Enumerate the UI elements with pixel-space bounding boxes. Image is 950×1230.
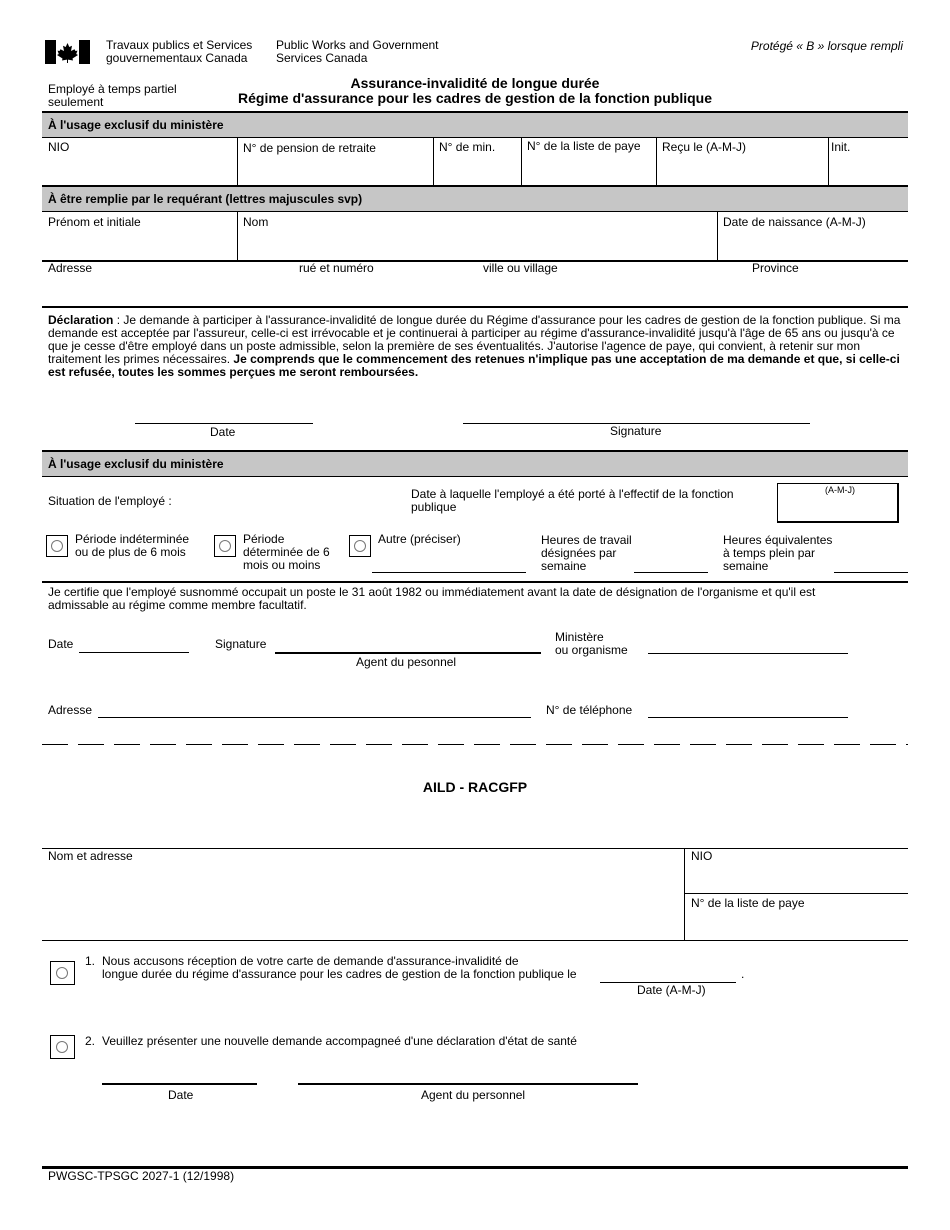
min-number-field[interactable]: N° de min. (439, 140, 496, 154)
receipt-name-address-field[interactable]: Nom et adresse (48, 849, 133, 863)
street-label: rué et numéro (299, 261, 374, 275)
other-specify-line[interactable] (372, 572, 526, 573)
receipt-item2-text: Veuillez présenter une nouvelle demande accompagneé d'une déclaration d'état de santé (102, 1034, 577, 1048)
receipt-nio-field[interactable]: NIO (691, 849, 713, 863)
hours-label: Heures de travail désignées par semaine (541, 533, 632, 573)
employee-situation-label: Situation de l'employé : (48, 494, 172, 508)
radio-indeterminate[interactable] (46, 535, 68, 557)
receipt-checkbox-2[interactable] (50, 1035, 75, 1059)
receipt-item1-period: . (741, 967, 745, 981)
equiv-hours-label: Heures équivalentes à temps plein par semaine (723, 533, 833, 573)
cut-line (42, 744, 908, 745)
hours-line[interactable] (634, 572, 708, 573)
receipt-checkbox-1[interactable] (50, 961, 75, 985)
receipt-code: AILD - RACGFP (422, 779, 528, 795)
dept-name-english: Public Works and Government Services Canada (276, 38, 439, 65)
opt-other-label: Autre (préciser) (378, 532, 461, 546)
protected-label: Protégé « B » lorsque rempli (750, 39, 903, 53)
equiv-hours-line[interactable] (834, 572, 908, 573)
address-field[interactable]: Adresse (48, 261, 93, 275)
receipt-agent-line[interactable] (298, 1083, 638, 1085)
cert-phone-label: N° de téléphone (546, 703, 633, 717)
birth-date-field[interactable]: Date de naissance (A-M-J) (723, 215, 866, 229)
form-title: Assurance-invalidité de longue durée Régime d'assurance pour les cadres de gestion de la fonction publique (238, 75, 712, 106)
cert-address-label: Adresse (48, 703, 93, 717)
city-label: ville ou village (483, 261, 558, 275)
receipt-item1-text: Nous accusons réception de votre carte de demande d'assurance-invalidité de longue durée du régime d'assurance pour les cadres de gestion de la fonction publique le (102, 954, 577, 981)
receipt-date-label: Date (168, 1088, 194, 1102)
declaration-signature-label: Signature (610, 424, 662, 438)
receipt-item1-date-label: Date (A-M-J) (637, 983, 706, 997)
ministry-section-heading: À l'usage exclusif du ministère (42, 111, 908, 138)
cert-phone-line[interactable] (648, 717, 848, 718)
cert-signature-label: Signature (215, 637, 267, 651)
declaration-text: Déclaration : Je demande à participer à l'assurance-invalidité de longue durée du Régime d'assurance pour les cadres de gestion de la fonction publique. Si ma demande est acceptée par l'assureur, celle-ci est irrévocable et je continuerai à participer au régime d'assurance-invalidité jusqu'à l'âge de 65 ans ou jusqu'à ce que je cesse d'être employé dans un poste admissible, selon la première de ses éventualités. J'autorise l'agence de paye, qui convient, à retenir sur mon traitement les primes nécessaires. Je comprends que le commencement des retenues n'implique pas une acceptation de ma demande et que, si celle-ci est refusée, toutes les sommes perçues me seront remboursées. (48, 313, 901, 379)
cert-signature-line[interactable] (275, 652, 541, 654)
cert-address-line[interactable] (98, 717, 531, 718)
receipt-date-line[interactable] (102, 1083, 257, 1085)
receipt-item1-number: 1. (85, 954, 96, 968)
cert-date-line[interactable] (79, 652, 189, 653)
received-date-field[interactable]: Reçu le (A-M-J) (662, 140, 747, 154)
cert-date-label: Date (48, 637, 74, 651)
receipt-agent-label: Agent du personnel (421, 1088, 526, 1102)
opt-indeterminate-label: Période indéterminée ou de plus de 6 mois (75, 532, 190, 559)
nio-field[interactable]: NIO (48, 140, 70, 154)
dept-name-french: Travaux publics et Services gouvernementaux Canada (106, 38, 253, 65)
ministry-section2-heading: À l'usage exclusif du ministère (42, 450, 908, 477)
cert-ministry-label: Ministère ou organisme (555, 630, 628, 657)
certify-text: Je certifie que l'employé susnommé occupait un poste le 31 août 1982 ou immédiatement avant la date de désignation de l'organisme et qu'il est admissable au régime comme membre facultatif. (48, 585, 816, 612)
receipt-item2-number: 2. (85, 1034, 96, 1048)
amj-label: (A-M-J) (825, 485, 855, 495)
effective-date-box[interactable] (777, 483, 899, 523)
pension-number-field[interactable]: N° de pension de retraite (243, 141, 376, 155)
declaration-date-label: Date (210, 425, 236, 439)
payroll-list-field[interactable]: N° de la liste de paye (527, 139, 641, 153)
cert-ministry-line[interactable] (648, 653, 848, 654)
cert-agent-label: Agent du pesonnel (356, 655, 457, 669)
employee-type: Employé à temps partiel seulement (48, 82, 177, 109)
init-field[interactable]: Init. (831, 140, 851, 154)
canada-flag-logo (45, 40, 90, 64)
radio-other[interactable] (349, 535, 371, 557)
province-label: Province (752, 261, 799, 275)
receipt-payroll-field[interactable]: N° de la liste de paye (691, 896, 805, 910)
opt-term-label: Période déterminée de 6 mois ou moins (243, 532, 330, 572)
effective-date-label: Date à laquelle l'employé a été porté à l'effectif de la fonction publique (411, 487, 734, 514)
applicant-section-heading: À être remplie par le requérant (lettres majuscules svp) (42, 185, 908, 212)
last-name-field[interactable]: Nom (243, 215, 269, 229)
form-number: PWGSC-TPSGC 2027-1 (12/1998) (48, 1169, 235, 1183)
radio-term[interactable] (214, 535, 236, 557)
first-name-field[interactable]: Prénom et initiale (48, 215, 141, 229)
